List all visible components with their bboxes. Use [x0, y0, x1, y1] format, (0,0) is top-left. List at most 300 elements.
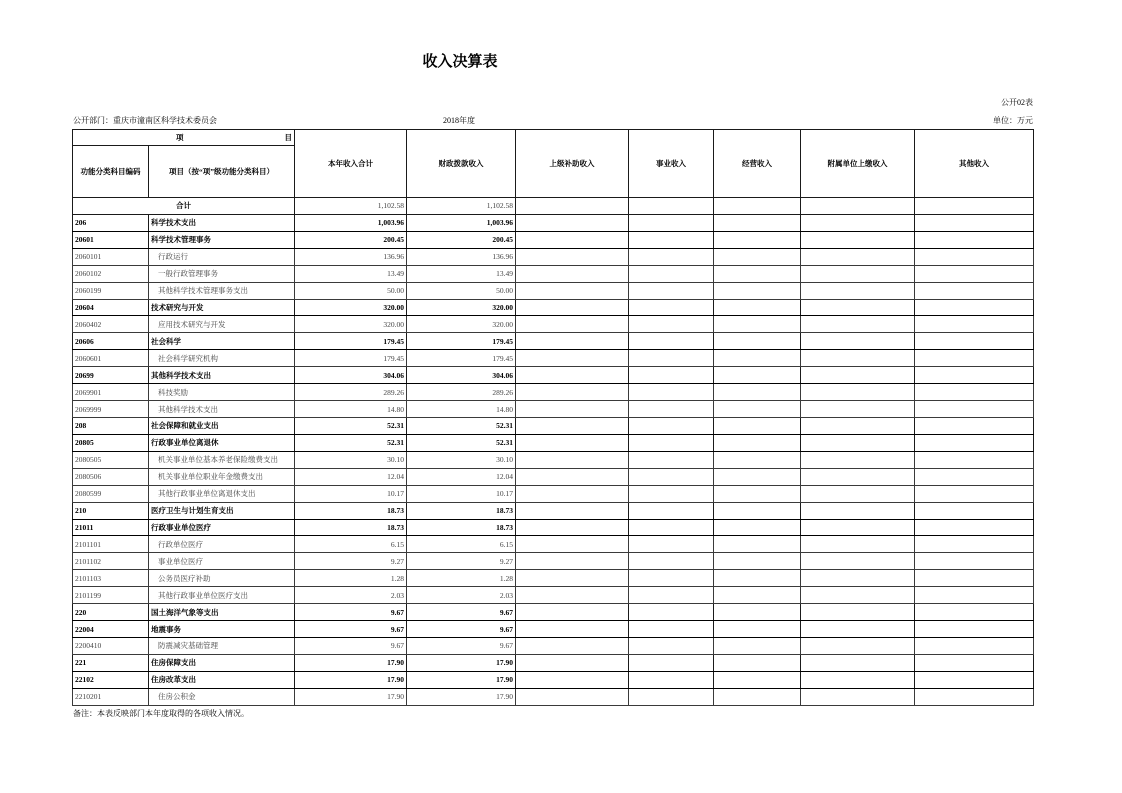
row-value	[801, 265, 915, 282]
row-value: 304.06	[295, 367, 407, 384]
fiscal-year: 2018年度	[443, 116, 475, 125]
row-name: 事业单位医疗	[149, 553, 295, 570]
row-value: 9.67	[295, 621, 407, 638]
row-value: 6.15	[295, 536, 407, 553]
row-code: 2060101	[73, 248, 149, 265]
row-value	[629, 384, 714, 401]
row-value	[915, 604, 1034, 621]
row-value	[714, 214, 801, 231]
row-value	[516, 570, 629, 587]
unit-label: 单位：万元	[993, 116, 1033, 125]
row-value: 50.00	[295, 282, 407, 299]
row-value	[915, 434, 1034, 451]
row-value	[516, 587, 629, 604]
row-value	[915, 570, 1034, 587]
row-name: 住房保障支出	[149, 654, 295, 671]
row-value	[714, 265, 801, 282]
page-title: 收入决算表	[422, 54, 498, 70]
row-value	[516, 265, 629, 282]
row-value	[629, 417, 714, 434]
row-value	[714, 671, 801, 688]
row-name: 防震减灾基础管理	[149, 637, 295, 654]
row-value	[915, 621, 1034, 638]
row-value	[516, 417, 629, 434]
row-code: 2080599	[73, 485, 149, 502]
row-value	[629, 688, 714, 705]
row-value	[516, 282, 629, 299]
header-xiang: 项	[176, 133, 184, 142]
row-value: 1,003.96	[295, 214, 407, 231]
table-row	[73, 367, 1034, 384]
row-value: 320.00	[407, 316, 516, 333]
row-value: 179.45	[407, 350, 516, 367]
row-value	[915, 688, 1034, 705]
row-value	[629, 333, 714, 350]
row-value: 2.03	[407, 587, 516, 604]
row-value	[516, 350, 629, 367]
row-value	[801, 502, 915, 519]
table-row	[73, 282, 1034, 299]
row-value	[915, 384, 1034, 401]
table-row	[73, 604, 1034, 621]
row-value: 9.67	[407, 637, 516, 654]
row-value	[915, 654, 1034, 671]
row-value	[915, 451, 1034, 468]
header-column-superior-subsidy: 上级补助收入	[516, 130, 629, 198]
row-value	[714, 468, 801, 485]
row-value	[915, 248, 1034, 265]
total-value	[801, 198, 915, 215]
row-value	[629, 231, 714, 248]
row-code: 2060402	[73, 316, 149, 333]
row-value	[516, 384, 629, 401]
row-value	[801, 553, 915, 570]
row-value	[516, 637, 629, 654]
row-value	[629, 350, 714, 367]
row-name: 其他科学技术支出	[149, 367, 295, 384]
row-code: 22102	[73, 671, 149, 688]
row-value: 17.90	[295, 654, 407, 671]
table-row	[73, 417, 1034, 434]
row-name: 地震事务	[149, 621, 295, 638]
table-row	[73, 248, 1034, 265]
row-value	[714, 231, 801, 248]
row-value: 14.80	[407, 401, 516, 418]
row-value	[714, 688, 801, 705]
row-value	[714, 485, 801, 502]
row-value	[516, 553, 629, 570]
table-row	[73, 570, 1034, 587]
row-value: 10.17	[407, 485, 516, 502]
table-row	[73, 553, 1034, 570]
row-value	[714, 384, 801, 401]
table-row	[73, 384, 1034, 401]
row-value: 17.90	[295, 688, 407, 705]
row-value	[801, 333, 915, 350]
row-value: 9.67	[407, 604, 516, 621]
table-row	[73, 536, 1034, 553]
row-code: 220	[73, 604, 149, 621]
row-value: 200.45	[295, 231, 407, 248]
row-value	[629, 637, 714, 654]
row-value	[516, 621, 629, 638]
row-value	[714, 587, 801, 604]
total-label: 合计	[73, 198, 295, 215]
row-value	[801, 282, 915, 299]
row-value	[629, 434, 714, 451]
header-column-fiscal-appropriation: 财政拨款收入	[407, 130, 516, 198]
row-value	[629, 248, 714, 265]
row-value	[516, 248, 629, 265]
row-value: 30.10	[407, 451, 516, 468]
row-value	[629, 265, 714, 282]
total-value: 1,102.58	[295, 198, 407, 215]
row-value	[629, 485, 714, 502]
row-value	[915, 265, 1034, 282]
row-code: 2101102	[73, 553, 149, 570]
row-value: 179.45	[295, 350, 407, 367]
row-value: 10.17	[295, 485, 407, 502]
row-code: 2200410	[73, 637, 149, 654]
row-value: 52.31	[295, 434, 407, 451]
row-value	[516, 451, 629, 468]
row-value	[516, 688, 629, 705]
row-value: 50.00	[407, 282, 516, 299]
row-value	[714, 536, 801, 553]
row-value: 17.90	[407, 671, 516, 688]
row-value	[801, 316, 915, 333]
row-value: 200.45	[407, 231, 516, 248]
row-code: 2069999	[73, 401, 149, 418]
row-value	[915, 333, 1034, 350]
row-value	[801, 485, 915, 502]
total-value	[629, 198, 714, 215]
header-column-affiliated-remittance: 附属单位上缴收入	[801, 130, 915, 198]
row-value	[516, 333, 629, 350]
table-row	[73, 316, 1034, 333]
row-code: 22004	[73, 621, 149, 638]
row-code: 2060102	[73, 265, 149, 282]
row-value	[714, 553, 801, 570]
row-value	[516, 367, 629, 384]
department-label: 公开部门：重庆市潼南区科学技术委员会	[73, 116, 217, 125]
total-value	[516, 198, 629, 215]
row-name: 行政事业单位离退休	[149, 434, 295, 451]
row-name: 公务员医疗补助	[149, 570, 295, 587]
row-value: 320.00	[295, 299, 407, 316]
row-value	[714, 570, 801, 587]
header-column-operating-income: 经营收入	[714, 130, 801, 198]
row-value	[516, 214, 629, 231]
row-value: 9.27	[295, 553, 407, 570]
row-value	[714, 350, 801, 367]
header-row	[73, 130, 1034, 146]
row-value	[629, 570, 714, 587]
row-value	[714, 299, 801, 316]
row-value	[801, 417, 915, 434]
row-value	[714, 434, 801, 451]
row-value	[915, 502, 1034, 519]
row-value: 1,003.96	[407, 214, 516, 231]
row-value: 9.67	[295, 604, 407, 621]
row-name: 国土海洋气象等支出	[149, 604, 295, 621]
row-value	[516, 316, 629, 333]
row-value	[714, 604, 801, 621]
row-name: 社会科学研究机构	[149, 350, 295, 367]
row-value	[629, 621, 714, 638]
row-value: 17.90	[295, 671, 407, 688]
total-value	[915, 198, 1034, 215]
row-value	[714, 333, 801, 350]
header-column-total-income: 本年收入合计	[295, 130, 407, 198]
row-value	[801, 451, 915, 468]
row-code: 20805	[73, 434, 149, 451]
row-value	[915, 417, 1034, 434]
row-value: 136.96	[407, 248, 516, 265]
row-code: 2069901	[73, 384, 149, 401]
row-value: 18.73	[407, 502, 516, 519]
header-name: 项目（按“项”级功能分类科目）	[149, 146, 295, 198]
row-value	[915, 485, 1034, 502]
row-value	[629, 468, 714, 485]
table-row	[73, 265, 1034, 282]
row-value	[801, 654, 915, 671]
row-code: 206	[73, 214, 149, 231]
row-value	[629, 604, 714, 621]
row-value	[516, 654, 629, 671]
row-value	[801, 536, 915, 553]
row-value: 52.31	[407, 417, 516, 434]
table-row	[73, 502, 1034, 519]
row-value	[801, 401, 915, 418]
row-value: 30.10	[295, 451, 407, 468]
row-name: 科学技术管理事务	[149, 231, 295, 248]
row-value	[714, 621, 801, 638]
row-value: 52.31	[407, 434, 516, 451]
row-value	[915, 401, 1034, 418]
row-value	[516, 604, 629, 621]
row-value	[801, 384, 915, 401]
table-row	[73, 587, 1034, 604]
row-code: 2060199	[73, 282, 149, 299]
row-value: 17.90	[407, 654, 516, 671]
row-value	[516, 231, 629, 248]
table-row	[73, 621, 1034, 638]
row-value	[915, 316, 1034, 333]
row-code: 20601	[73, 231, 149, 248]
row-value	[516, 502, 629, 519]
row-value	[801, 434, 915, 451]
row-name: 住房公积金	[149, 688, 295, 705]
row-value: 179.45	[295, 333, 407, 350]
row-value	[629, 671, 714, 688]
table-row	[73, 485, 1034, 502]
row-name: 行政单位医疗	[149, 536, 295, 553]
row-value	[915, 671, 1034, 688]
row-value	[714, 451, 801, 468]
row-value: 52.31	[295, 417, 407, 434]
row-value	[516, 671, 629, 688]
row-value	[629, 519, 714, 536]
row-value: 17.90	[407, 688, 516, 705]
row-value	[801, 468, 915, 485]
header-column-business-income: 事业收入	[629, 130, 714, 198]
table-row	[73, 688, 1034, 705]
table-row	[73, 299, 1034, 316]
header-code: 功能分类科目编码	[73, 146, 149, 198]
row-name: 社会科学	[149, 333, 295, 350]
row-value	[801, 570, 915, 587]
row-code: 2101101	[73, 536, 149, 553]
row-name: 一般行政管理事务	[149, 265, 295, 282]
row-value: 320.00	[295, 316, 407, 333]
row-value: 1.28	[295, 570, 407, 587]
row-value	[516, 536, 629, 553]
row-value	[629, 299, 714, 316]
row-code: 2080505	[73, 451, 149, 468]
row-value	[516, 434, 629, 451]
row-value	[629, 654, 714, 671]
row-value: 13.49	[295, 265, 407, 282]
row-name: 其他行政事业单位离退休支出	[149, 485, 295, 502]
row-value: 9.67	[407, 621, 516, 638]
row-name: 机关事业单位基本养老保险缴费支出	[149, 451, 295, 468]
header-column-other-income: 其他收入	[915, 130, 1034, 198]
row-name: 医疗卫生与计划生育支出	[149, 502, 295, 519]
row-value: 18.73	[295, 519, 407, 536]
row-code: 21011	[73, 519, 149, 536]
row-value	[915, 282, 1034, 299]
table-row	[73, 231, 1034, 248]
row-value	[629, 367, 714, 384]
row-value	[714, 282, 801, 299]
row-value	[801, 299, 915, 316]
row-value	[629, 401, 714, 418]
row-value	[801, 688, 915, 705]
row-name: 行政事业单位医疗	[149, 519, 295, 536]
row-code: 210	[73, 502, 149, 519]
row-value: 289.26	[407, 384, 516, 401]
table-row	[73, 214, 1034, 231]
row-name: 其他行政事业单位医疗支出	[149, 587, 295, 604]
row-code: 2060601	[73, 350, 149, 367]
table-row	[73, 434, 1034, 451]
row-value	[915, 519, 1034, 536]
row-value	[516, 299, 629, 316]
row-value	[714, 519, 801, 536]
row-value	[714, 401, 801, 418]
row-value	[801, 214, 915, 231]
row-value	[915, 299, 1034, 316]
row-value	[801, 248, 915, 265]
row-code: 20699	[73, 367, 149, 384]
row-name: 社会保障和就业支出	[149, 417, 295, 434]
row-value	[714, 654, 801, 671]
total-row	[73, 198, 1034, 215]
row-value	[915, 536, 1034, 553]
row-value: 136.96	[295, 248, 407, 265]
row-code: 2080506	[73, 468, 149, 485]
row-value	[516, 468, 629, 485]
row-name: 技术研究与开发	[149, 299, 295, 316]
row-value: 14.80	[295, 401, 407, 418]
row-value	[801, 519, 915, 536]
table-row	[73, 401, 1034, 418]
table-row	[73, 451, 1034, 468]
total-value	[714, 198, 801, 215]
row-value	[629, 282, 714, 299]
row-code: 20604	[73, 299, 149, 316]
row-value	[714, 248, 801, 265]
row-value	[801, 637, 915, 654]
row-value	[516, 519, 629, 536]
row-value	[915, 350, 1034, 367]
row-value: 9.27	[407, 553, 516, 570]
row-value	[714, 502, 801, 519]
table-row	[73, 637, 1034, 654]
row-value: 13.49	[407, 265, 516, 282]
row-code: 221	[73, 654, 149, 671]
row-value	[629, 316, 714, 333]
row-value: 6.15	[407, 536, 516, 553]
row-value: 1.28	[407, 570, 516, 587]
row-code: 2101199	[73, 587, 149, 604]
row-name: 其他科学技术支出	[149, 401, 295, 418]
footnote: 备注：本表反映部门本年度取得的各项收入情况。	[73, 709, 249, 718]
row-value: 18.73	[295, 502, 407, 519]
form-number: 公开02表	[1001, 98, 1033, 107]
row-code: 2210201	[73, 688, 149, 705]
table-row	[73, 519, 1034, 536]
row-value	[801, 604, 915, 621]
row-value	[801, 350, 915, 367]
row-value	[915, 214, 1034, 231]
row-code: 2101103	[73, 570, 149, 587]
row-value	[629, 536, 714, 553]
income-table	[72, 129, 1034, 706]
row-value	[801, 621, 915, 638]
row-value: 9.67	[295, 637, 407, 654]
table-row	[73, 654, 1034, 671]
row-value	[714, 637, 801, 654]
row-value: 12.04	[407, 468, 516, 485]
row-value	[714, 316, 801, 333]
row-name: 科学技术支出	[149, 214, 295, 231]
row-value	[629, 214, 714, 231]
row-value	[629, 502, 714, 519]
row-value: 2.03	[295, 587, 407, 604]
header-mu: 目	[284, 133, 292, 142]
row-value	[629, 553, 714, 570]
header-item-cell	[73, 130, 295, 146]
row-name: 住房改革支出	[149, 671, 295, 688]
row-code: 208	[73, 417, 149, 434]
row-value: 289.26	[295, 384, 407, 401]
table-row	[73, 333, 1034, 350]
row-value: 304.06	[407, 367, 516, 384]
row-value	[629, 587, 714, 604]
row-code: 20606	[73, 333, 149, 350]
row-value: 320.00	[407, 299, 516, 316]
row-value: 12.04	[295, 468, 407, 485]
row-name: 行政运行	[149, 248, 295, 265]
row-value	[915, 468, 1034, 485]
row-value	[915, 637, 1034, 654]
table-row	[73, 671, 1034, 688]
row-value	[915, 367, 1034, 384]
row-value	[915, 587, 1034, 604]
row-value	[629, 451, 714, 468]
